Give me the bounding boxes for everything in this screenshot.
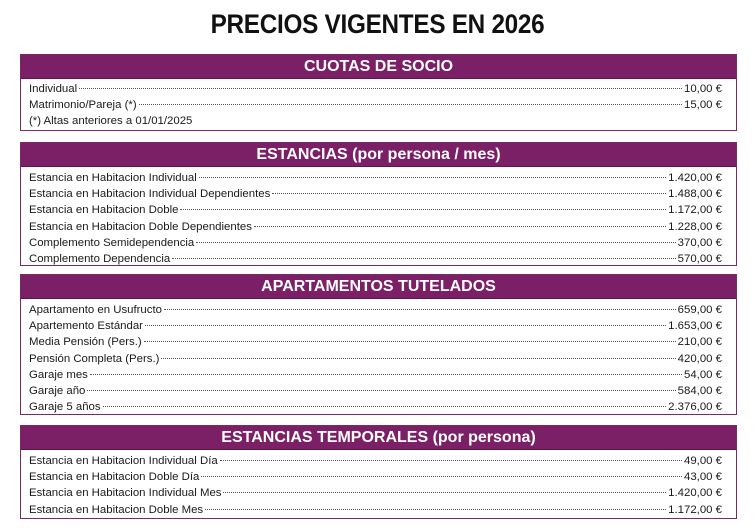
section-heading: ESTANCIAS (por persona / mes) [21, 143, 736, 167]
item-price: 570,00 € [677, 252, 722, 265]
dot-leader [196, 242, 675, 243]
dot-leader [220, 460, 682, 461]
section-heading: ESTANCIAS TEMPORALES (por persona) [21, 426, 736, 450]
section-heading: CUOTAS DE SOCIO [21, 55, 736, 79]
footnote: (*) Altas anteriores a 01/01/2025 [29, 115, 193, 128]
price-row [29, 383, 722, 399]
price-row [29, 469, 722, 485]
item-label: Complemento Dependencia [29, 252, 171, 265]
item-label: Estancia en Habitacion Doble Día [29, 471, 200, 484]
item-price: 2.376,00 € [668, 401, 722, 414]
dot-leader [79, 88, 682, 89]
section-estancias [20, 142, 737, 266]
item-label: Garaje 5 años [29, 401, 101, 414]
price-row [29, 97, 722, 113]
price-row [29, 318, 722, 334]
item-label: Individual [29, 83, 78, 95]
dot-leader [90, 374, 682, 375]
price-row [29, 235, 722, 251]
price-row [29, 219, 722, 235]
dot-leader [254, 226, 666, 227]
item-price: 43,00 € [683, 471, 722, 484]
price-row [29, 302, 722, 318]
item-label: Matrimonio/Pareja (*) [29, 99, 137, 112]
page-title: PRECIOS VIGENTES EN 2026 [210, 9, 545, 39]
price-row [29, 334, 722, 350]
price-row [29, 81, 722, 97]
item-price: 584,00 € [677, 384, 722, 397]
dot-leader [139, 104, 682, 105]
dot-leader [201, 476, 682, 477]
item-price: 54,00 € [683, 368, 722, 381]
item-price: 1.653,00 € [668, 320, 722, 333]
price-row [29, 453, 722, 469]
dot-leader [205, 509, 666, 510]
dot-leader [272, 193, 666, 194]
dot-leader [172, 258, 675, 259]
item-price: 10,00 € [683, 83, 722, 95]
price-row [29, 251, 722, 267]
item-label: Media Pensión (Pers.) [29, 336, 142, 349]
dot-leader [223, 492, 666, 493]
item-label: Garaje año [29, 384, 86, 397]
item-label: Estancia en Habitacion Individual Día [29, 455, 218, 467]
dot-leader [103, 406, 667, 407]
dot-leader [199, 177, 666, 178]
price-row [29, 399, 722, 415]
item-label: Pensión Completa (Pers.) [29, 352, 160, 365]
dot-leader [161, 358, 675, 359]
item-price: 15,00 € [683, 99, 722, 112]
price-row [29, 170, 722, 186]
item-price: 370,00 € [677, 236, 722, 249]
item-price: 1.420,00 € [668, 172, 722, 184]
price-row [29, 485, 722, 501]
item-label: Estancia en Habitacion Doble Mes [29, 503, 204, 516]
item-label: Estancia en Habitacion Individual Mes [29, 487, 222, 500]
item-label: Estancia en Habitacion Individual [29, 172, 197, 184]
item-price: 1.228,00 € [668, 220, 722, 233]
dot-leader [145, 325, 666, 326]
price-row [29, 202, 722, 218]
section-estancias-temporales [20, 425, 737, 519]
item-label: Complemento Semidependencia [29, 236, 195, 249]
price-row [29, 186, 722, 202]
price-row [29, 367, 722, 383]
item-price: 1.420,00 € [668, 487, 722, 500]
item-label: Garaje mes [29, 368, 88, 381]
dot-leader [180, 209, 666, 210]
item-label: Estancia en Habitacion Individual Dependientes [29, 188, 271, 201]
item-price: 420,00 € [677, 352, 722, 365]
dot-leader [87, 390, 675, 391]
section-cuotas-de-socio [20, 54, 737, 131]
item-price: 49,00 € [683, 455, 722, 467]
section-apartamentos-tutelados [20, 274, 737, 415]
item-label: Apartemento Estándar [29, 320, 143, 333]
price-row [29, 351, 722, 367]
item-label: Estancia en Habitacion Doble [29, 204, 179, 217]
item-label: Apartamento en Usufructo [29, 304, 162, 316]
section-heading: APARTAMENTOS TUTELADOS [21, 275, 736, 299]
item-price: 210,00 € [677, 336, 722, 349]
price-row [29, 502, 722, 518]
dot-leader [164, 309, 676, 310]
item-price: 659,00 € [677, 304, 722, 316]
item-price: 1.172,00 € [668, 503, 722, 516]
item-price: 1.172,00 € [668, 204, 722, 217]
dot-leader [144, 341, 676, 342]
item-price: 1.488,00 € [668, 188, 722, 201]
item-label: Estancia en Habitacion Doble Dependientes [29, 220, 252, 233]
